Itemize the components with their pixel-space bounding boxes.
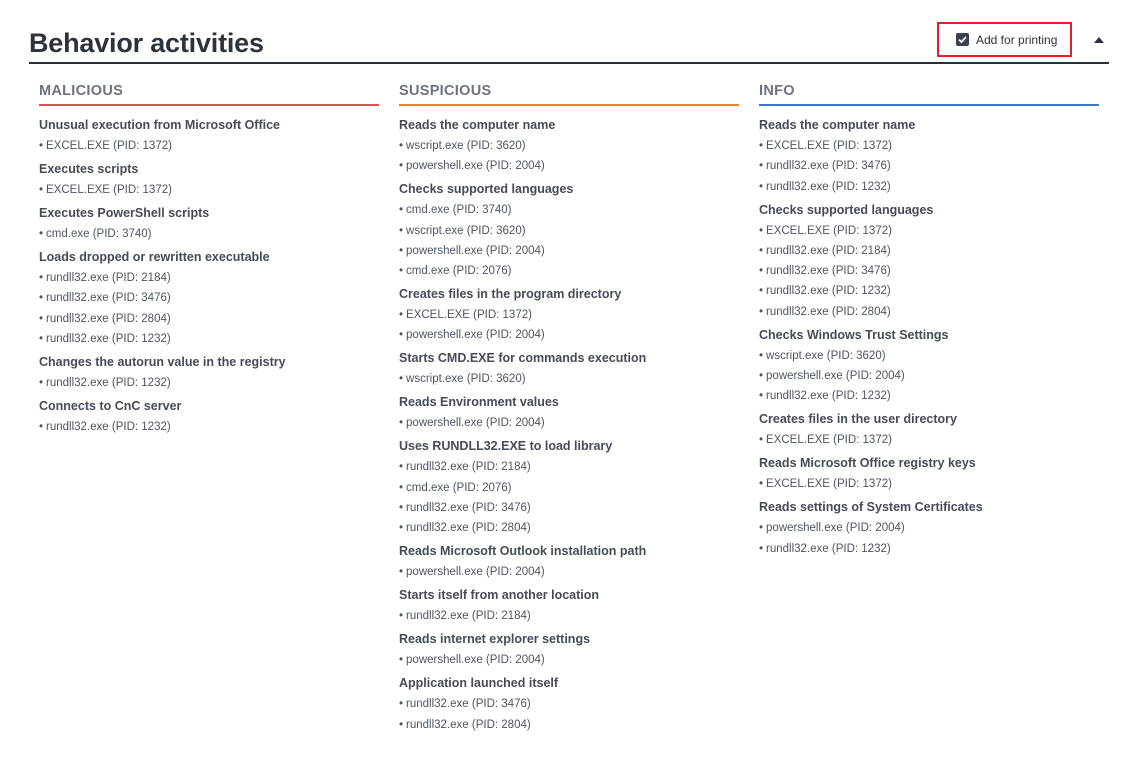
activity-title[interactable]: Starts CMD.EXE for commands execution <box>399 351 647 366</box>
process-label: rundll32.exe (PID: 1232) <box>766 285 891 298</box>
activity-title[interactable]: Reads settings of System Certificates <box>759 500 983 515</box>
activity-group <box>39 398 379 435</box>
activity-title[interactable]: Connects to CnC server <box>39 398 182 413</box>
activity-group <box>399 438 739 536</box>
activity-group <box>399 587 739 624</box>
bullet-icon: • <box>399 140 404 152</box>
process-label: powershell.exe (PID: 2004) <box>406 654 545 667</box>
bullet-icon: • <box>399 566 404 579</box>
bullet-icon: • <box>39 420 44 433</box>
process-item[interactable] <box>759 304 1099 320</box>
process-label: rundll32.exe (PID: 2184) <box>406 461 531 474</box>
activity-group <box>759 327 1099 405</box>
activity-title[interactable]: Creates files in the program directory <box>399 287 622 302</box>
process-item[interactable] <box>39 375 379 391</box>
process-item[interactable] <box>399 459 739 475</box>
process-label: rundll32.exe (PID: 3476) <box>766 265 891 278</box>
bullet-icon: • <box>399 309 404 322</box>
bullet-icon: • <box>399 461 404 474</box>
process-item[interactable] <box>759 520 1099 536</box>
bullet-icon: • <box>399 522 404 535</box>
process-item[interactable] <box>759 263 1099 279</box>
process-label: rundll32.exe (PID: 3476) <box>406 502 531 515</box>
process-label: wscript.exe (PID: 3620) <box>766 349 886 362</box>
activity-list <box>39 117 379 435</box>
bullet-icon: • <box>399 610 404 623</box>
activity-title[interactable]: Uses RUNDLL32.EXE to load library <box>399 439 613 454</box>
process-item[interactable] <box>759 283 1099 299</box>
process-label: cmd.exe (PID: 2076) <box>406 265 512 278</box>
activity-title[interactable]: Reads the computer name <box>759 118 916 132</box>
process-item[interactable] <box>39 270 379 286</box>
process-item[interactable] <box>399 371 739 387</box>
activity-title[interactable]: Checks supported languages <box>759 202 934 217</box>
process-item[interactable] <box>399 520 739 536</box>
page-title: Behavior activities <box>29 28 264 58</box>
process-label: rundll32.exe (PID: 2804) <box>406 718 531 731</box>
activity-group <box>759 411 1099 448</box>
process-item[interactable] <box>759 243 1099 259</box>
activity-title[interactable]: Reads Environment values <box>399 395 559 410</box>
activity-group <box>399 286 739 343</box>
add-for-printing-toggle[interactable] <box>937 22 1072 57</box>
activity-list <box>759 117 1099 557</box>
activity-group <box>399 181 739 279</box>
bullet-icon: • <box>399 481 404 494</box>
process-item[interactable] <box>399 327 739 343</box>
activity-title[interactable]: Changes the autorun value in the registry <box>39 354 286 369</box>
process-item[interactable] <box>399 307 739 323</box>
process-item[interactable] <box>39 311 379 327</box>
bullet-icon: • <box>399 417 404 430</box>
activity-title[interactable]: Starts itself from another location <box>399 588 600 603</box>
process-item[interactable] <box>399 608 739 624</box>
process-item[interactable] <box>399 564 739 580</box>
process-label: powershell.exe (PID: 2004) <box>406 244 545 257</box>
bullet-icon: • <box>39 184 44 196</box>
bullet-icon: • <box>759 140 764 152</box>
process-label: rundll32.exe (PID: 2804) <box>406 522 531 535</box>
bullet-icon: • <box>759 180 764 193</box>
process-item[interactable] <box>399 480 739 496</box>
bullet-icon: • <box>39 332 44 345</box>
process-item[interactable] <box>759 368 1099 384</box>
process-label: rundll32.exe (PID: 3476) <box>766 160 891 173</box>
activity-group <box>399 631 739 668</box>
process-label: rundll32.exe (PID: 1232) <box>766 390 891 403</box>
process-label: EXCEL.EXE (PID: 1372) <box>766 434 892 447</box>
process-item[interactable] <box>39 182 379 198</box>
activity-group <box>399 350 739 387</box>
activity-title[interactable]: Reads the computer name <box>399 118 556 132</box>
print-label: Add for printing <box>976 32 1058 47</box>
activity-title[interactable]: Reads Microsoft Office registry keys <box>759 456 976 471</box>
activity-title[interactable]: Checks Windows Trust Settings <box>759 327 949 342</box>
bullet-icon: • <box>759 390 764 403</box>
activity-title[interactable]: Executes scripts <box>39 162 139 176</box>
bullet-icon: • <box>39 312 44 325</box>
process-label: rundll32.exe (PID: 1232) <box>46 420 171 433</box>
process-label: powershell.exe (PID: 2004) <box>406 329 545 342</box>
bullet-icon: • <box>759 370 764 383</box>
bullet-icon: • <box>759 265 764 278</box>
process-item[interactable] <box>759 541 1099 557</box>
column-heading: INFO <box>759 82 1099 106</box>
activity-group <box>399 117 739 174</box>
process-item[interactable] <box>399 652 739 668</box>
checkbox-checked-icon[interactable] <box>956 33 969 46</box>
process-label: rundll32.exe (PID: 1232) <box>766 542 891 555</box>
bullet-icon: • <box>759 160 764 173</box>
activity-title[interactable]: Checks supported languages <box>399 182 574 197</box>
process-label: powershell.exe (PID: 2004) <box>766 370 905 383</box>
process-label: cmd.exe (PID: 2076) <box>406 481 512 494</box>
process-label: EXCEL.EXE (PID: 1372) <box>46 140 172 152</box>
process-label: rundll32.exe (PID: 3476) <box>46 292 171 305</box>
activity-group <box>39 117 379 154</box>
bullet-icon: • <box>759 244 764 257</box>
process-item[interactable] <box>759 348 1099 364</box>
activity-group <box>759 117 1099 195</box>
process-item[interactable] <box>399 158 739 174</box>
column-malicious <box>39 82 379 442</box>
activity-group <box>759 499 1099 556</box>
activity-group <box>399 394 739 431</box>
activity-title[interactable]: Creates files in the user directory <box>759 412 957 427</box>
activity-list <box>399 117 739 733</box>
bullet-icon: • <box>759 478 764 491</box>
bullet-icon: • <box>759 542 764 555</box>
column-suspicious <box>399 82 739 740</box>
activity-title[interactable]: Loads dropped or rewritten executable <box>39 250 270 264</box>
process-item[interactable] <box>759 388 1099 404</box>
process-label: rundll32.exe (PID: 1232) <box>46 332 171 345</box>
bullet-icon: • <box>399 224 404 237</box>
process-item[interactable] <box>399 202 739 218</box>
process-label: powershell.exe (PID: 2004) <box>406 160 545 173</box>
process-label: rundll32.exe (PID: 2804) <box>46 312 171 325</box>
process-item[interactable] <box>759 223 1099 239</box>
process-item[interactable] <box>39 226 379 242</box>
process-item[interactable] <box>399 717 739 733</box>
process-item[interactable] <box>759 138 1099 154</box>
process-label: EXCEL.EXE (PID: 1372) <box>406 309 532 322</box>
bullet-icon: • <box>399 160 404 173</box>
bullet-icon: • <box>399 329 404 342</box>
process-label: rundll32.exe (PID: 2184) <box>406 610 531 623</box>
bullet-icon: • <box>399 654 404 667</box>
column-heading: SUSPICIOUS <box>399 82 739 106</box>
process-label: rundll32.exe (PID: 1232) <box>46 376 171 389</box>
process-label: rundll32.exe (PID: 2184) <box>46 272 171 284</box>
process-item[interactable] <box>399 500 739 516</box>
caret-up-icon[interactable] <box>1091 32 1107 48</box>
bullet-icon: • <box>759 224 764 237</box>
process-label: EXCEL.EXE (PID: 1372) <box>766 478 892 491</box>
section-header <box>29 22 1109 64</box>
process-item[interactable] <box>399 223 739 239</box>
process-label: EXCEL.EXE (PID: 1372) <box>766 140 892 152</box>
bullet-icon: • <box>39 376 44 389</box>
process-label: wscript.exe (PID: 3620) <box>406 224 526 237</box>
bullet-icon: • <box>399 244 404 257</box>
bullet-icon: • <box>39 272 44 284</box>
bullet-icon: • <box>399 373 404 386</box>
bullet-icon: • <box>399 502 404 515</box>
process-item[interactable] <box>399 415 739 431</box>
activity-group <box>39 249 379 347</box>
activity-title[interactable]: Unusual execution from Microsoft Office <box>39 118 281 132</box>
activity-group <box>399 675 739 732</box>
process-label: rundll32.exe (PID: 2804) <box>766 305 891 318</box>
process-label: wscript.exe (PID: 3620) <box>406 373 526 386</box>
process-item[interactable] <box>39 419 379 435</box>
column-heading: MALICIOUS <box>39 82 379 106</box>
activity-group <box>39 161 379 198</box>
bullet-icon: • <box>399 718 404 731</box>
bullet-icon: • <box>759 285 764 298</box>
bullet-icon: • <box>39 292 44 305</box>
bullet-icon: • <box>399 265 404 278</box>
process-label: cmd.exe (PID: 3740) <box>406 204 512 217</box>
activity-title[interactable]: Executes PowerShell scripts <box>39 206 210 220</box>
process-item[interactable] <box>399 263 739 279</box>
column-info <box>759 82 1099 564</box>
process-item[interactable] <box>759 179 1099 195</box>
process-label: powershell.exe (PID: 2004) <box>766 522 905 535</box>
activity-title[interactable]: Application launched itself <box>399 676 559 691</box>
process-label: cmd.exe (PID: 3740) <box>46 228 152 240</box>
process-item[interactable] <box>399 243 739 259</box>
activity-title[interactable]: Reads Microsoft Outlook installation path <box>399 544 647 559</box>
process-item[interactable] <box>39 331 379 347</box>
process-item[interactable] <box>759 476 1099 492</box>
process-item[interactable] <box>759 158 1099 174</box>
process-item[interactable] <box>39 290 379 306</box>
bullet-icon: • <box>759 349 764 362</box>
process-label: powershell.exe (PID: 2004) <box>406 417 545 430</box>
activity-group <box>39 205 379 242</box>
process-item[interactable] <box>399 696 739 712</box>
process-item[interactable] <box>399 138 739 154</box>
process-label: powershell.exe (PID: 2004) <box>406 566 545 579</box>
activity-group <box>759 455 1099 492</box>
process-label: rundll32.exe (PID: 1232) <box>766 180 891 193</box>
process-label: rundll32.exe (PID: 3476) <box>406 698 531 711</box>
bullet-icon: • <box>39 140 44 152</box>
process-label: EXCEL.EXE (PID: 1372) <box>46 184 172 196</box>
bullet-icon: • <box>399 698 404 711</box>
activity-group <box>399 543 739 580</box>
bullet-icon: • <box>399 204 404 217</box>
activity-title[interactable]: Reads internet explorer settings <box>399 632 591 647</box>
process-item[interactable] <box>39 138 379 154</box>
process-label: wscript.exe (PID: 3620) <box>406 140 526 152</box>
process-item[interactable] <box>759 432 1099 448</box>
activity-group <box>759 202 1099 320</box>
process-label: rundll32.exe (PID: 2184) <box>766 244 891 257</box>
bullet-icon: • <box>759 305 764 318</box>
process-label: EXCEL.EXE (PID: 1372) <box>766 224 892 237</box>
bullet-icon: • <box>759 434 764 447</box>
activity-group <box>39 354 379 391</box>
bullet-icon: • <box>39 228 44 240</box>
bullet-icon: • <box>759 522 764 535</box>
